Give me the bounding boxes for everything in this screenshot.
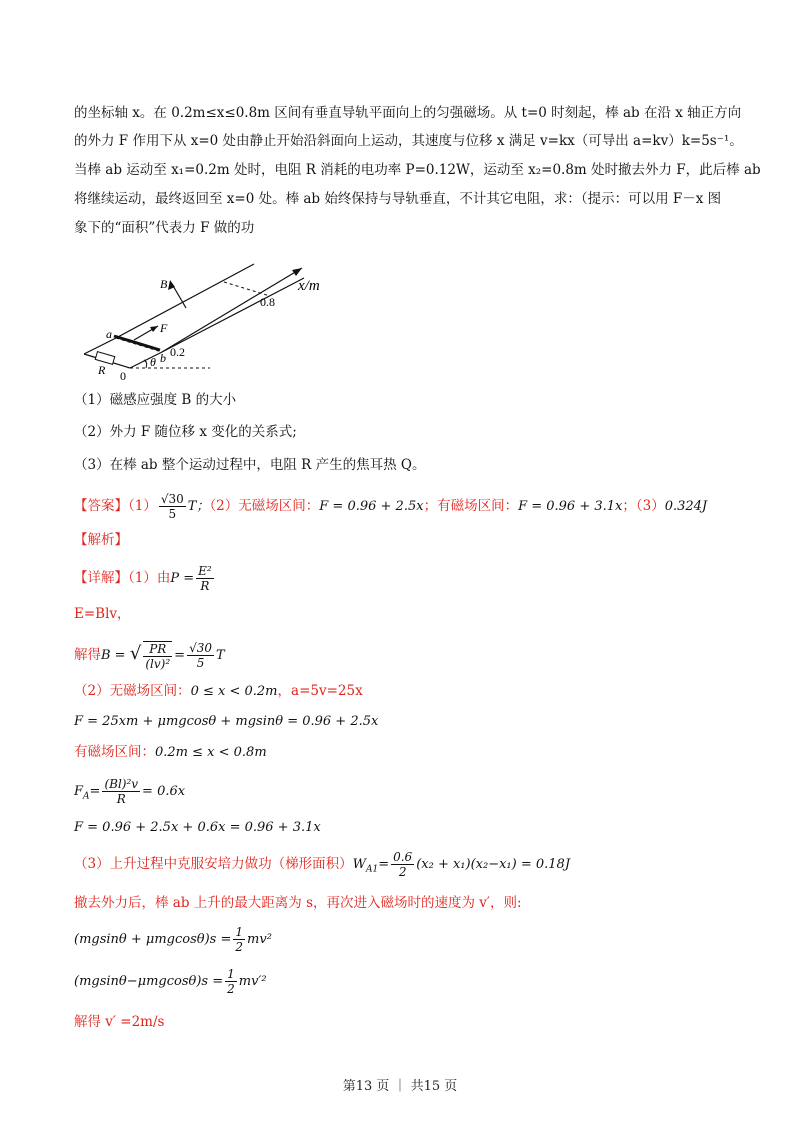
analysis-tag: 【解析】 <box>74 532 128 548</box>
label-b-end: b <box>160 351 166 365</box>
rail-upper-back <box>116 264 254 338</box>
detail-s12-fraction <box>225 967 237 996</box>
detail-s1-fraction <box>196 564 214 593</box>
question-2: （2）外力 F 随位移 x 变化的关系式; <box>74 424 297 440</box>
detail-step-7 <box>74 772 185 817</box>
answer-q-value: 0.324J <box>664 499 708 514</box>
detail-s7-eq: = <box>89 784 101 799</box>
detail-s12-num: 1 <box>227 967 235 981</box>
detail-step-1 <box>74 560 216 597</box>
detail-s3-text: 解得 <box>74 647 101 663</box>
detail-step-5: F = 25xm + μmgcosθ + mgsinθ = 0.96 + 2.5x <box>74 714 379 729</box>
detail-s3-den: 5 <box>196 656 205 670</box>
detail-s11-den: 2 <box>235 940 244 954</box>
detail-s11-fraction <box>233 925 245 954</box>
detail-s11-num: 1 <box>235 925 244 939</box>
answer-b-unit: T； <box>187 499 210 514</box>
rail-lower-back <box>162 278 304 352</box>
detail-s3-lhs: B = <box>101 648 126 663</box>
detail-s3-num: √30 <box>189 641 212 655</box>
detail-s3-fraction <box>187 641 214 670</box>
detail-s11-lhs: (mgsinθ + μmgcosθ)s = <box>74 932 232 947</box>
detail-step-8: F = 0.96 + 2.5x + 0.6x = 0.96 + 3.1x <box>74 820 321 835</box>
detail-s7-lhs: F <box>74 784 84 799</box>
answer-b-numerator: √30 <box>160 492 184 506</box>
question-1: （1）磁感应强度 B 的大小 <box>74 392 237 408</box>
boundary-08-line <box>224 282 270 296</box>
force-arrow-icon <box>150 326 158 332</box>
question-3: （3）在棒 ab 整个运动过程中，电阻 R 产生的焦耳热 Q。 <box>74 457 426 473</box>
detail-s9-lhs: W <box>352 857 366 872</box>
label-resistor: R <box>98 363 106 377</box>
detail-s9-text: （3）上升过程中克服安培力做功（梯形面积） <box>74 856 353 872</box>
detail-s1-text: （1）由 <box>128 570 171 586</box>
detail-s7-num: (Bl)²v <box>104 777 139 791</box>
x-axis-arrow-icon <box>292 268 302 276</box>
label-a: a <box>106 327 112 341</box>
detail-step-2: E=Blv， <box>74 606 131 622</box>
detail-s11-rhs: mv² <box>247 932 272 947</box>
answer-part3: ；（3） <box>622 498 665 514</box>
detail-s9-num: 0.6 <box>393 850 413 864</box>
label-origin: 0 <box>120 369 126 383</box>
detail-s9-den: 2 <box>398 865 407 879</box>
detail-s1-lhs: P = <box>170 571 195 586</box>
problem-line-5: 象下的“面积”代表力 F 做的功 <box>74 220 255 236</box>
detail-s7-den: R <box>116 792 126 806</box>
detail-s3-eq: = <box>174 648 186 663</box>
answer-b-denominator: 5 <box>168 507 177 521</box>
detail-s12-rhs: mv′² <box>238 974 267 989</box>
detail-s4-text: （2）无磁场区间： <box>74 683 191 699</box>
detail-step-13: 解得 v′ =2m/s <box>74 1014 165 1030</box>
problem-line-2: 的外力 F 作用下从 x=0 处由静止开始沿斜面向上运动，其速度与位移 x 满足 v=kx（可导出 a=kv）k=5s⁻¹。 <box>74 133 743 149</box>
detail-s9-eq: = <box>378 857 390 872</box>
detail-step-3 <box>74 632 225 678</box>
detail-s7-rhs: = 0.6x <box>142 784 186 799</box>
detail-step-10: 撤去外力后，棒 ab 上升的最大距离为 s，再次进入磁场时的速度为 v′，则: <box>74 895 522 911</box>
label-b-field: B <box>160 277 168 291</box>
rail-lower-front <box>130 352 162 368</box>
answer-part2: （2）无磁场区间： <box>209 498 320 514</box>
page-footer: 第13 页 ｜ 共15 页 <box>342 1079 458 1094</box>
label-02: 0.2 <box>170 345 185 359</box>
problem-line-3: 当棒 ab 运动至 x₁=0.2m 处时，电阻 R 消耗的电功率 P=0.12W，运动至 x₂=0.8m 处时撤去外力 F，此后棒 ab <box>74 162 761 178</box>
answer-tag: 【答案】 <box>74 498 128 514</box>
detail-s6-text: 有磁场区间： <box>74 744 155 760</box>
problem-line-1: 的坐标轴 x。在 0.2m≤x≤0.8m 区间有垂直导轨平面向上的匀强磁场。从 t=0 时刻起，棒 ab 在沿 x 轴正方向 <box>74 105 742 121</box>
detail-s1-numerator: E² <box>198 564 212 578</box>
incline-rail-figure <box>74 262 394 387</box>
detail-step-11 <box>74 920 272 960</box>
detail-s6-range: 0.2m ≤ x < 0.8m <box>155 745 267 760</box>
detail-s3-unit: T <box>215 648 225 663</box>
detail-s12-den: 2 <box>227 982 235 996</box>
sqrt-icon: √ <box>129 643 142 664</box>
label-theta: θ <box>150 355 156 369</box>
problem-line-4: 将继续运动，最终返回至 x=0 处。棒 ab 始终保持与导轨垂直，不计其它电阻，求：（提示：可以用 F－x 图 <box>74 191 722 207</box>
detail-step-12 <box>74 962 267 1002</box>
detail-s9-rhs: (x₂ + x₁)(x₂−x₁) = 0.18J <box>416 857 571 872</box>
detail-tag: 【详解】 <box>74 570 128 586</box>
detail-s1-denominator: R <box>200 579 210 593</box>
detail-s7-sub: A <box>83 791 90 802</box>
answer-part1: （1） <box>128 498 157 514</box>
detail-step-6 <box>74 742 267 763</box>
label-force: F <box>160 321 168 335</box>
answer-f-nofield: F = 0.96 + 2.5x <box>319 499 424 514</box>
answer-b-fraction <box>159 492 186 521</box>
detail-s9-sub: A1 <box>365 864 379 875</box>
answer-line <box>74 488 707 525</box>
answer-f-field: F = 0.96 + 3.1x <box>518 499 623 514</box>
answer-part2-mid: ；有磁场区间： <box>423 498 519 514</box>
detail-s9-fraction <box>391 850 414 879</box>
detail-s12-lhs: (mgsinθ−μmgcosθ)s = <box>74 974 224 989</box>
detail-s3-sqrt-fraction <box>143 641 172 671</box>
detail-step-9 <box>74 846 570 888</box>
detail-s3-sqrt-den: (lv)² <box>145 656 171 671</box>
detail-s4-tail: ，a=5v=25x <box>277 683 363 699</box>
label-08: 0.8 <box>260 295 275 309</box>
x-axis-line <box>162 268 302 352</box>
detail-step-4 <box>74 681 363 702</box>
detail-s7-fraction <box>102 777 140 806</box>
detail-s3-sqrt-num: PR <box>143 642 172 657</box>
label-x-axis: x/m <box>298 278 320 294</box>
detail-s4-range: 0 ≤ x < 0.2m <box>190 684 278 699</box>
